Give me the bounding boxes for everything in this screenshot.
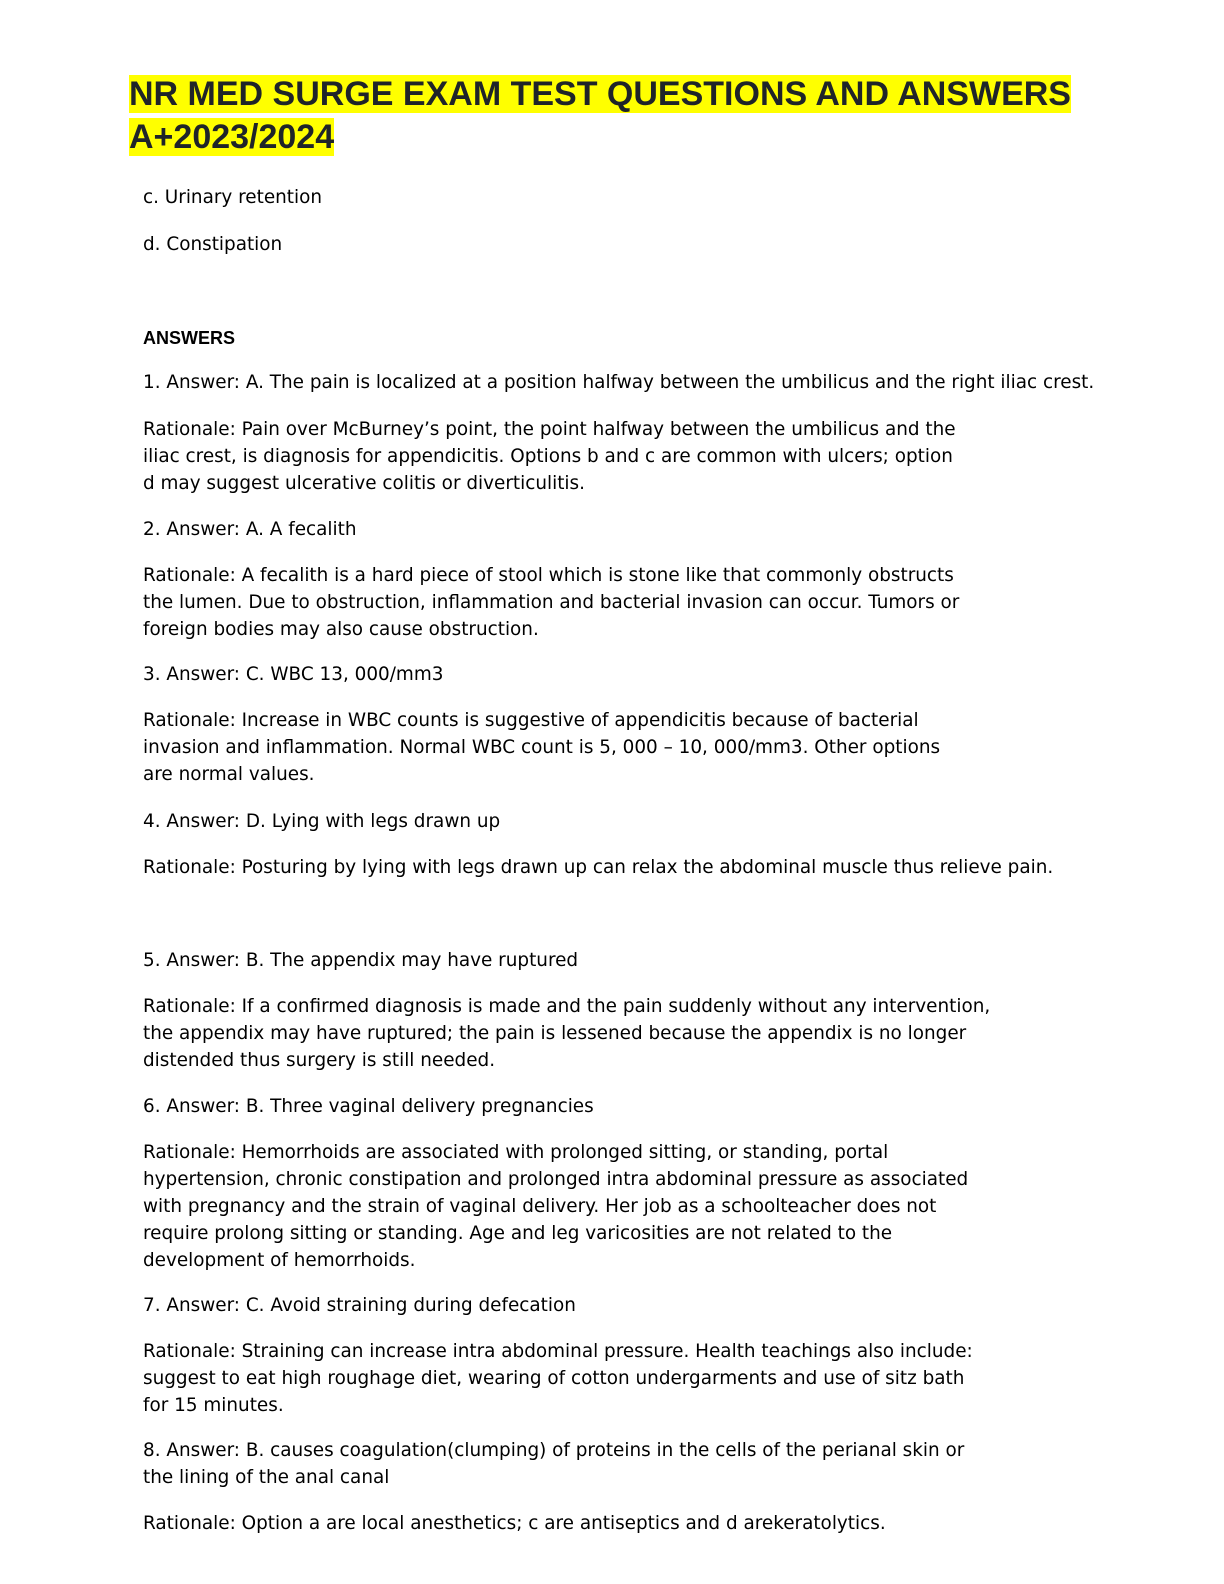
answer-1: 1. Answer: A. The pain is localized at a position halfway between the umbilicus and the right iliac crest. <box>143 372 1095 393</box>
option-c: c. Urinary retention <box>143 187 323 208</box>
answers-heading: ANSWERS <box>143 328 236 348</box>
rationale-2: Rationale: A fecalith is a hard piece of stool which is stone like that commonly obstructs the lumen. Due to obstruction, inflammation and bacterial invasion can occur. Tumors or foreign bodies may also cause obstruction. <box>143 565 960 640</box>
rationale-7: Rationale: Straining can increase intra abdominal pressure. Health teachings also include: suggest to eat high roughage diet, wearing of cotton undergarments and use of sitz bath for 15 minutes. <box>143 1341 973 1416</box>
rationale-5: Rationale: If a confirmed diagnosis is made and the pain suddenly without any intervention, the appendix may have ruptured; the pain is lessened because the appendix is no longer distended thus surgery is still needed. <box>143 996 991 1071</box>
answer-3: 3. Answer: C. WBC 13, 000/mm3 <box>143 664 444 685</box>
rationale-1: Rationale: Pain over McBurney’s point, the point halfway between the umbilicus and the iliac crest, is diagnosis for appendicitis. Options b and c are common with ulcers; option d may suggest ulcerative colitis or diverticulitis. <box>143 419 956 494</box>
rationale-3: Rationale: Increase in WBC counts is suggestive of appendicitis because of bacterial invasion and inflammation. Normal WBC count is 5, 000 – 10, 000/mm3. Other options are normal values. <box>143 710 941 785</box>
answer-2: 2. Answer: A. A fecalith <box>143 519 357 540</box>
rationale-4: Rationale: Posturing by lying with legs drawn up can relax the abdominal muscle thus relieve pain. <box>143 857 1054 878</box>
title-line-1: NR MED SURGE EXAM TEST QUESTIONS AND ANSWERS <box>129 75 1071 113</box>
title-line-2: A+2023/2024 <box>129 118 335 156</box>
answer-5: 5. Answer: B. The appendix may have ruptured <box>143 950 579 971</box>
rationale-6: Rationale: Hemorrhoids are associated with prolonged sitting, or standing, portal hypertension, chronic constipation and prolonged intra abdominal pressure as associated with pregnancy and the strain of vaginal delivery. Her job as a schoolteacher does not require prolong sitting or standing. Age and leg varicosities are not related to the development of hemorrhoids. <box>143 1142 969 1271</box>
option-d: d. Constipation <box>143 234 283 255</box>
answer-8: 8. Answer: B. causes coagulation(clumping) of proteins in the cells of the perianal skin or the lining of the anal canal <box>143 1440 965 1488</box>
answer-7: 7. Answer: C. Avoid straining during defecation <box>143 1295 576 1316</box>
answer-6: 6. Answer: B. Three vaginal delivery pregnancies <box>143 1096 594 1117</box>
rationale-8: Rationale: Option a are local anesthetics; c are antiseptics and d arekeratolytics. <box>143 1513 886 1534</box>
answer-4: 4. Answer: D. Lying with legs drawn up <box>143 811 501 832</box>
document-title <box>129 73 1169 159</box>
